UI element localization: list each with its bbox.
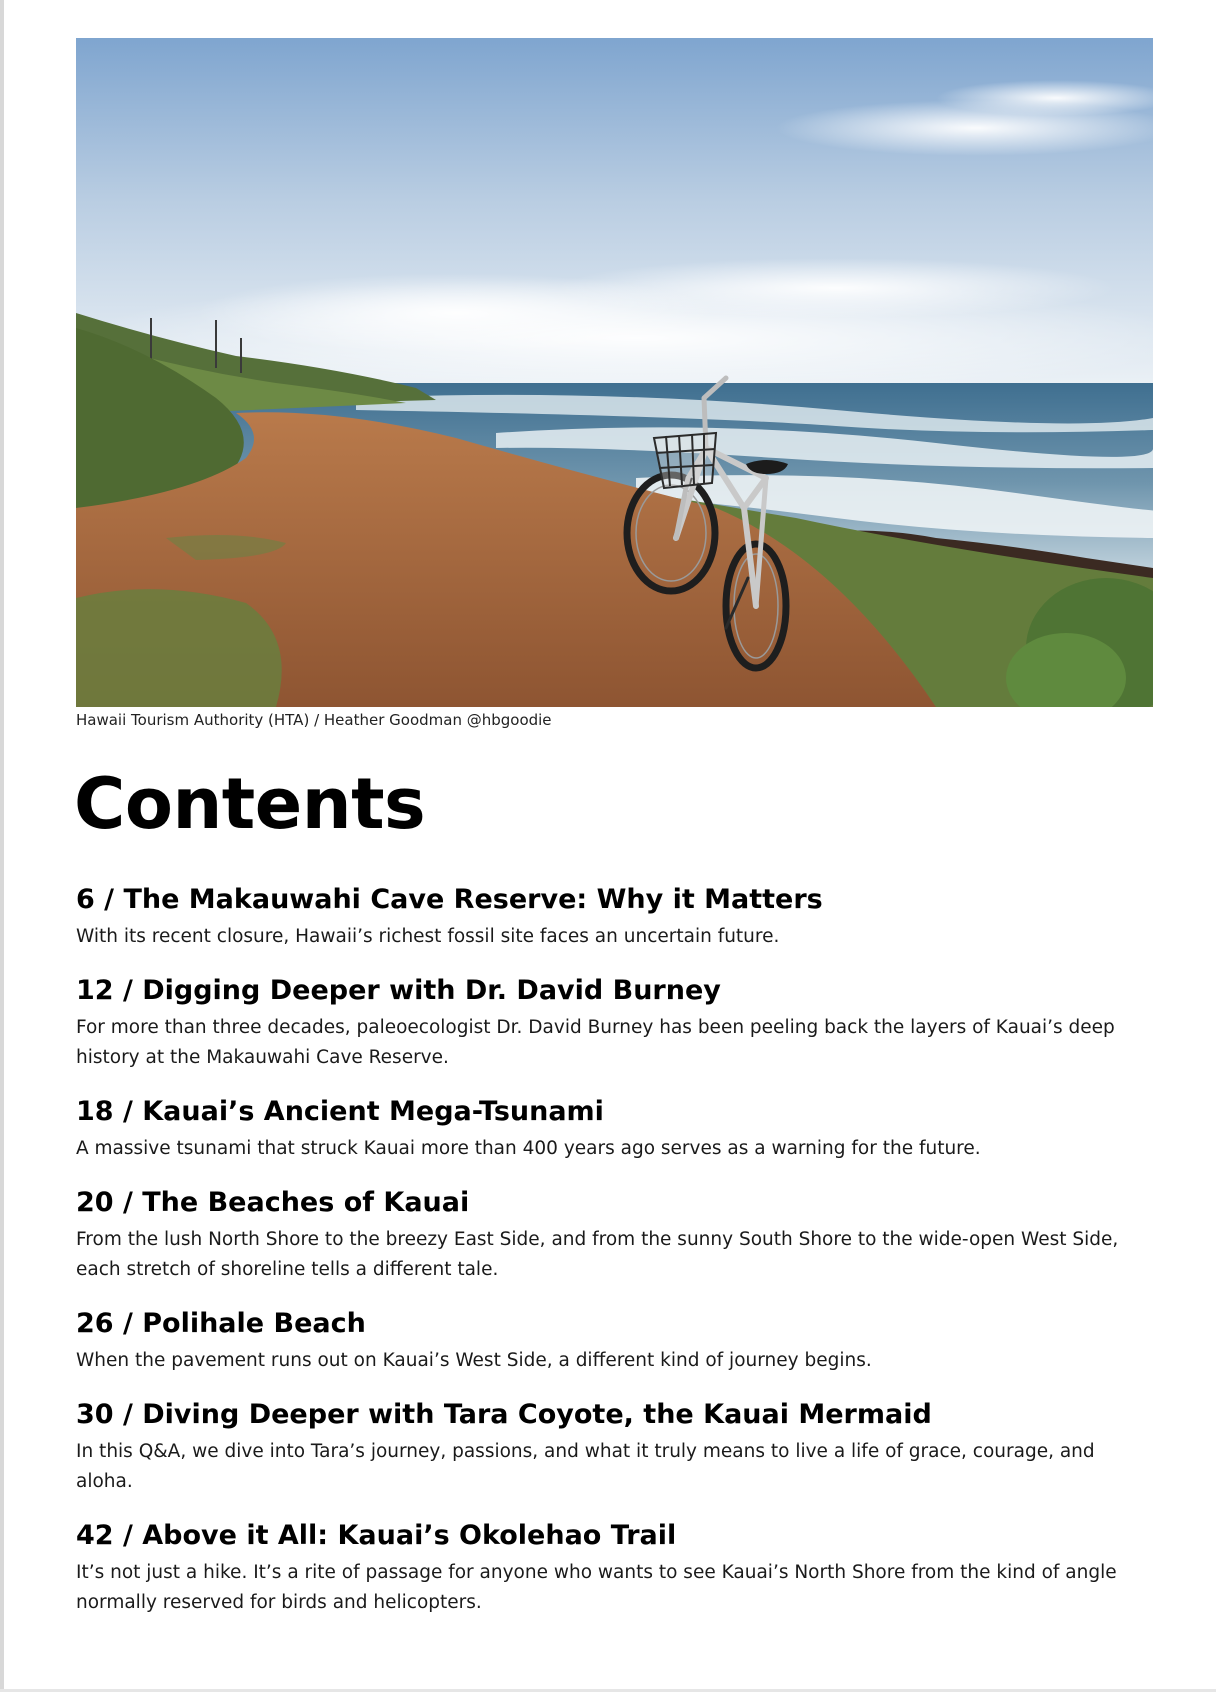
toc-entry [76,882,1156,952]
page-edge [0,0,4,1692]
toc-entry [76,1185,1156,1285]
toc-entry [76,1518,1156,1618]
toc-entry [76,1306,1156,1376]
toc-entry-heading: 6 / The Makauwahi Cave Reserve: Why it Matters [76,884,823,915]
photo-credit: Hawaii Tourism Authority (HTA) / Heather Goodman @hbgoodie [76,711,552,729]
toc-entry-description: When the pavement runs out on Kauai’s West Side, a different kind of journey begins. [76,1350,872,1371]
toc-entry-description: From the lush North Shore to the breezy East Side, and from the sunny South Shore to the wide-open West Side, each stretch of shoreline tells a different tale. [76,1229,1119,1280]
toc-entry [76,1397,1156,1497]
bicycle-coast-photo [76,38,1153,707]
toc-entry [76,973,1156,1073]
toc-entry-heading: 30 / Diving Deeper with Tara Coyote, the Kauai Mermaid [76,1399,932,1430]
page-title: Contents [74,763,426,845]
toc-entry-heading: 20 / The Beaches of Kauai [76,1187,470,1218]
toc-entry-heading: 26 / Polihale Beach [76,1308,366,1339]
toc-entry-description: In this Q&A, we dive into Tara’s journey, passions, and what it truly means to live a life of grace, courage, and aloha. [76,1441,1095,1492]
toc-entry [76,1094,1156,1164]
toc-entry-description: For more than three decades, paleoecologist Dr. David Burney has been peeling back the layers of Kauai’s deep history at the Makauwahi Cave Reserve. [76,1017,1115,1068]
toc-entry-heading: 42 / Above it All: Kauai’s Okolehao Trail [76,1520,677,1551]
toc-entry-description: A massive tsunami that struck Kauai more than 400 years ago serves as a warning for the future. [76,1138,981,1159]
toc-entry-description: With its recent closure, Hawaii’s richest fossil site faces an uncertain future. [76,926,780,947]
toc-entry-description: It’s not just a hike. It’s a rite of passage for anyone who wants to see Kauai’s North Shore from the kind of angle normally reserved for birds and helicopters. [76,1562,1117,1613]
toc-entry-heading: 12 / Digging Deeper with Dr. David Burney [76,975,721,1006]
table-of-contents [76,882,1156,1639]
toc-entry-heading: 18 / Kauai’s Ancient Mega-Tsunami [76,1096,604,1127]
